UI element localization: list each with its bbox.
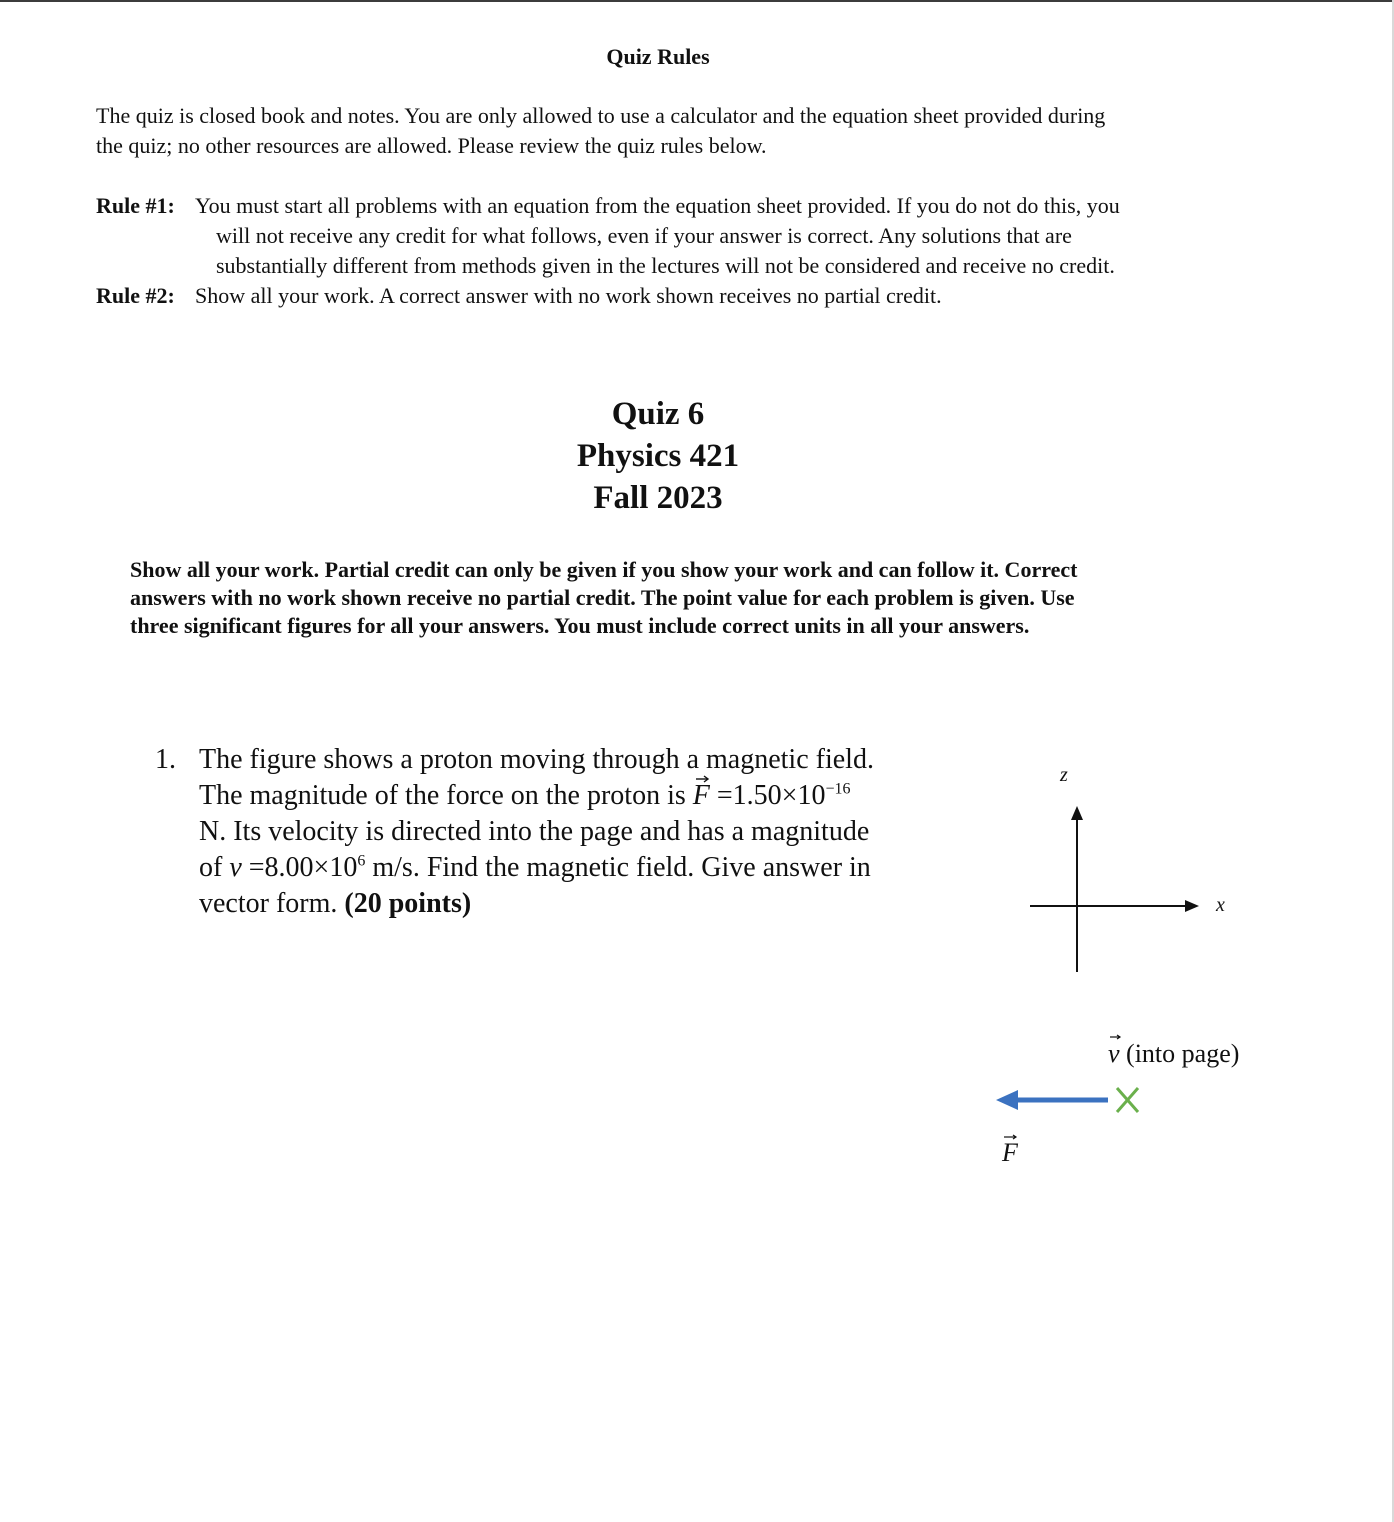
intro-line-2: the quiz; no other resources are allowed. Please review the quiz rules below. <box>96 133 767 158</box>
problem-text <box>199 742 959 922</box>
velocity-caption <box>1108 1039 1239 1068</box>
velocity-label <box>1108 1035 1239 1068</box>
instructions-line-2: answers with no work shown receive no partial credit. The point value for each problem is given. Use <box>130 585 1075 610</box>
force-symbol <box>693 778 710 814</box>
rule-2 <box>96 281 1226 311</box>
intro-line-1: The quiz is closed book and notes. You are only allowed to use a calculator and the equation sheet provided during <box>96 103 1106 128</box>
problem-line-2 <box>199 778 959 814</box>
problem-line-4 <box>199 850 959 886</box>
quiz-title-block <box>0 393 1316 519</box>
instructions-line-3: three significant figures for all your answers. You must include correct units in all your answers. <box>130 613 1030 638</box>
problem-line-2-text: The magnitude of the force on the proton is <box>199 780 693 811</box>
problem-line-4-pre: of <box>199 852 230 883</box>
points-label: (20 points) <box>344 888 472 919</box>
velocity-value: =8.00×10 <box>241 852 358 883</box>
quiz-rules-heading: Quiz Rules <box>606 44 710 69</box>
quiz-title: Quiz 6 <box>611 396 705 432</box>
problem-line-1: The figure shows a proton moving through a magnetic field. <box>199 744 874 775</box>
term-title: Fall 2023 <box>593 480 723 516</box>
rule-1-line-3: substantially different from methods given in the lectures will not be considered and receive no credit. <box>216 253 1115 278</box>
velocity-caption-text: (into page) <box>1119 1039 1240 1068</box>
force-symbol-letter: F <box>692 780 710 811</box>
z-axis-label: z <box>1060 764 1068 786</box>
velocity-exponent: 6 <box>357 852 366 870</box>
velocity-caption-symbol: v <box>1108 1039 1120 1068</box>
vector-arrow-icon <box>696 775 710 783</box>
problem-line-4-post: m/s. Find the magnetic field. Give answer in <box>365 852 871 883</box>
velocity-symbol: v <box>229 852 242 883</box>
problem-line-5-text: vector form. <box>199 888 345 919</box>
rule-2-label: Rule #2: <box>96 283 175 308</box>
problem-number: 1. <box>155 744 176 775</box>
force-label <box>1001 1135 1019 1167</box>
rule-2-line-1: Show all your work. A correct answer with no work shown receives no partial credit. <box>195 283 942 308</box>
top-border <box>0 0 1394 2</box>
problem-line-3: N. Its velocity is directed into the page and has a magnitude <box>199 816 870 847</box>
rule-1 <box>96 191 1226 281</box>
instructions-paragraph <box>130 556 1200 640</box>
force-velocity-figure <box>980 750 1280 1190</box>
force-value: =1.50×10 <box>709 780 826 811</box>
instructions-line-1: Show all your work. Partial credit can only be given if you show your work and can follow it. Correct <box>130 557 1078 582</box>
problem-line-5 <box>199 886 959 922</box>
rule-1-line-1: You must start all problems with an equation from the equation sheet provided. If you do not do this, you <box>195 193 1120 218</box>
into-page-x-icon <box>1117 1088 1138 1112</box>
intro-paragraph <box>96 101 1105 161</box>
x-axis-label: x <box>1216 894 1225 916</box>
course-title: Physics 421 <box>576 438 740 474</box>
rule-1-line-2: will not receive any credit for what follows, even if your answer is correct. Any solutions that are <box>216 223 1072 248</box>
force-arrowhead-icon <box>996 1090 1018 1110</box>
force-exponent: −16 <box>825 780 851 798</box>
z-axis-arrowhead-icon <box>1071 806 1083 820</box>
force-label-symbol: F <box>1002 1138 1018 1167</box>
rule-1-label: Rule #1: <box>96 193 175 218</box>
x-axis-arrowhead-icon <box>1185 900 1199 912</box>
